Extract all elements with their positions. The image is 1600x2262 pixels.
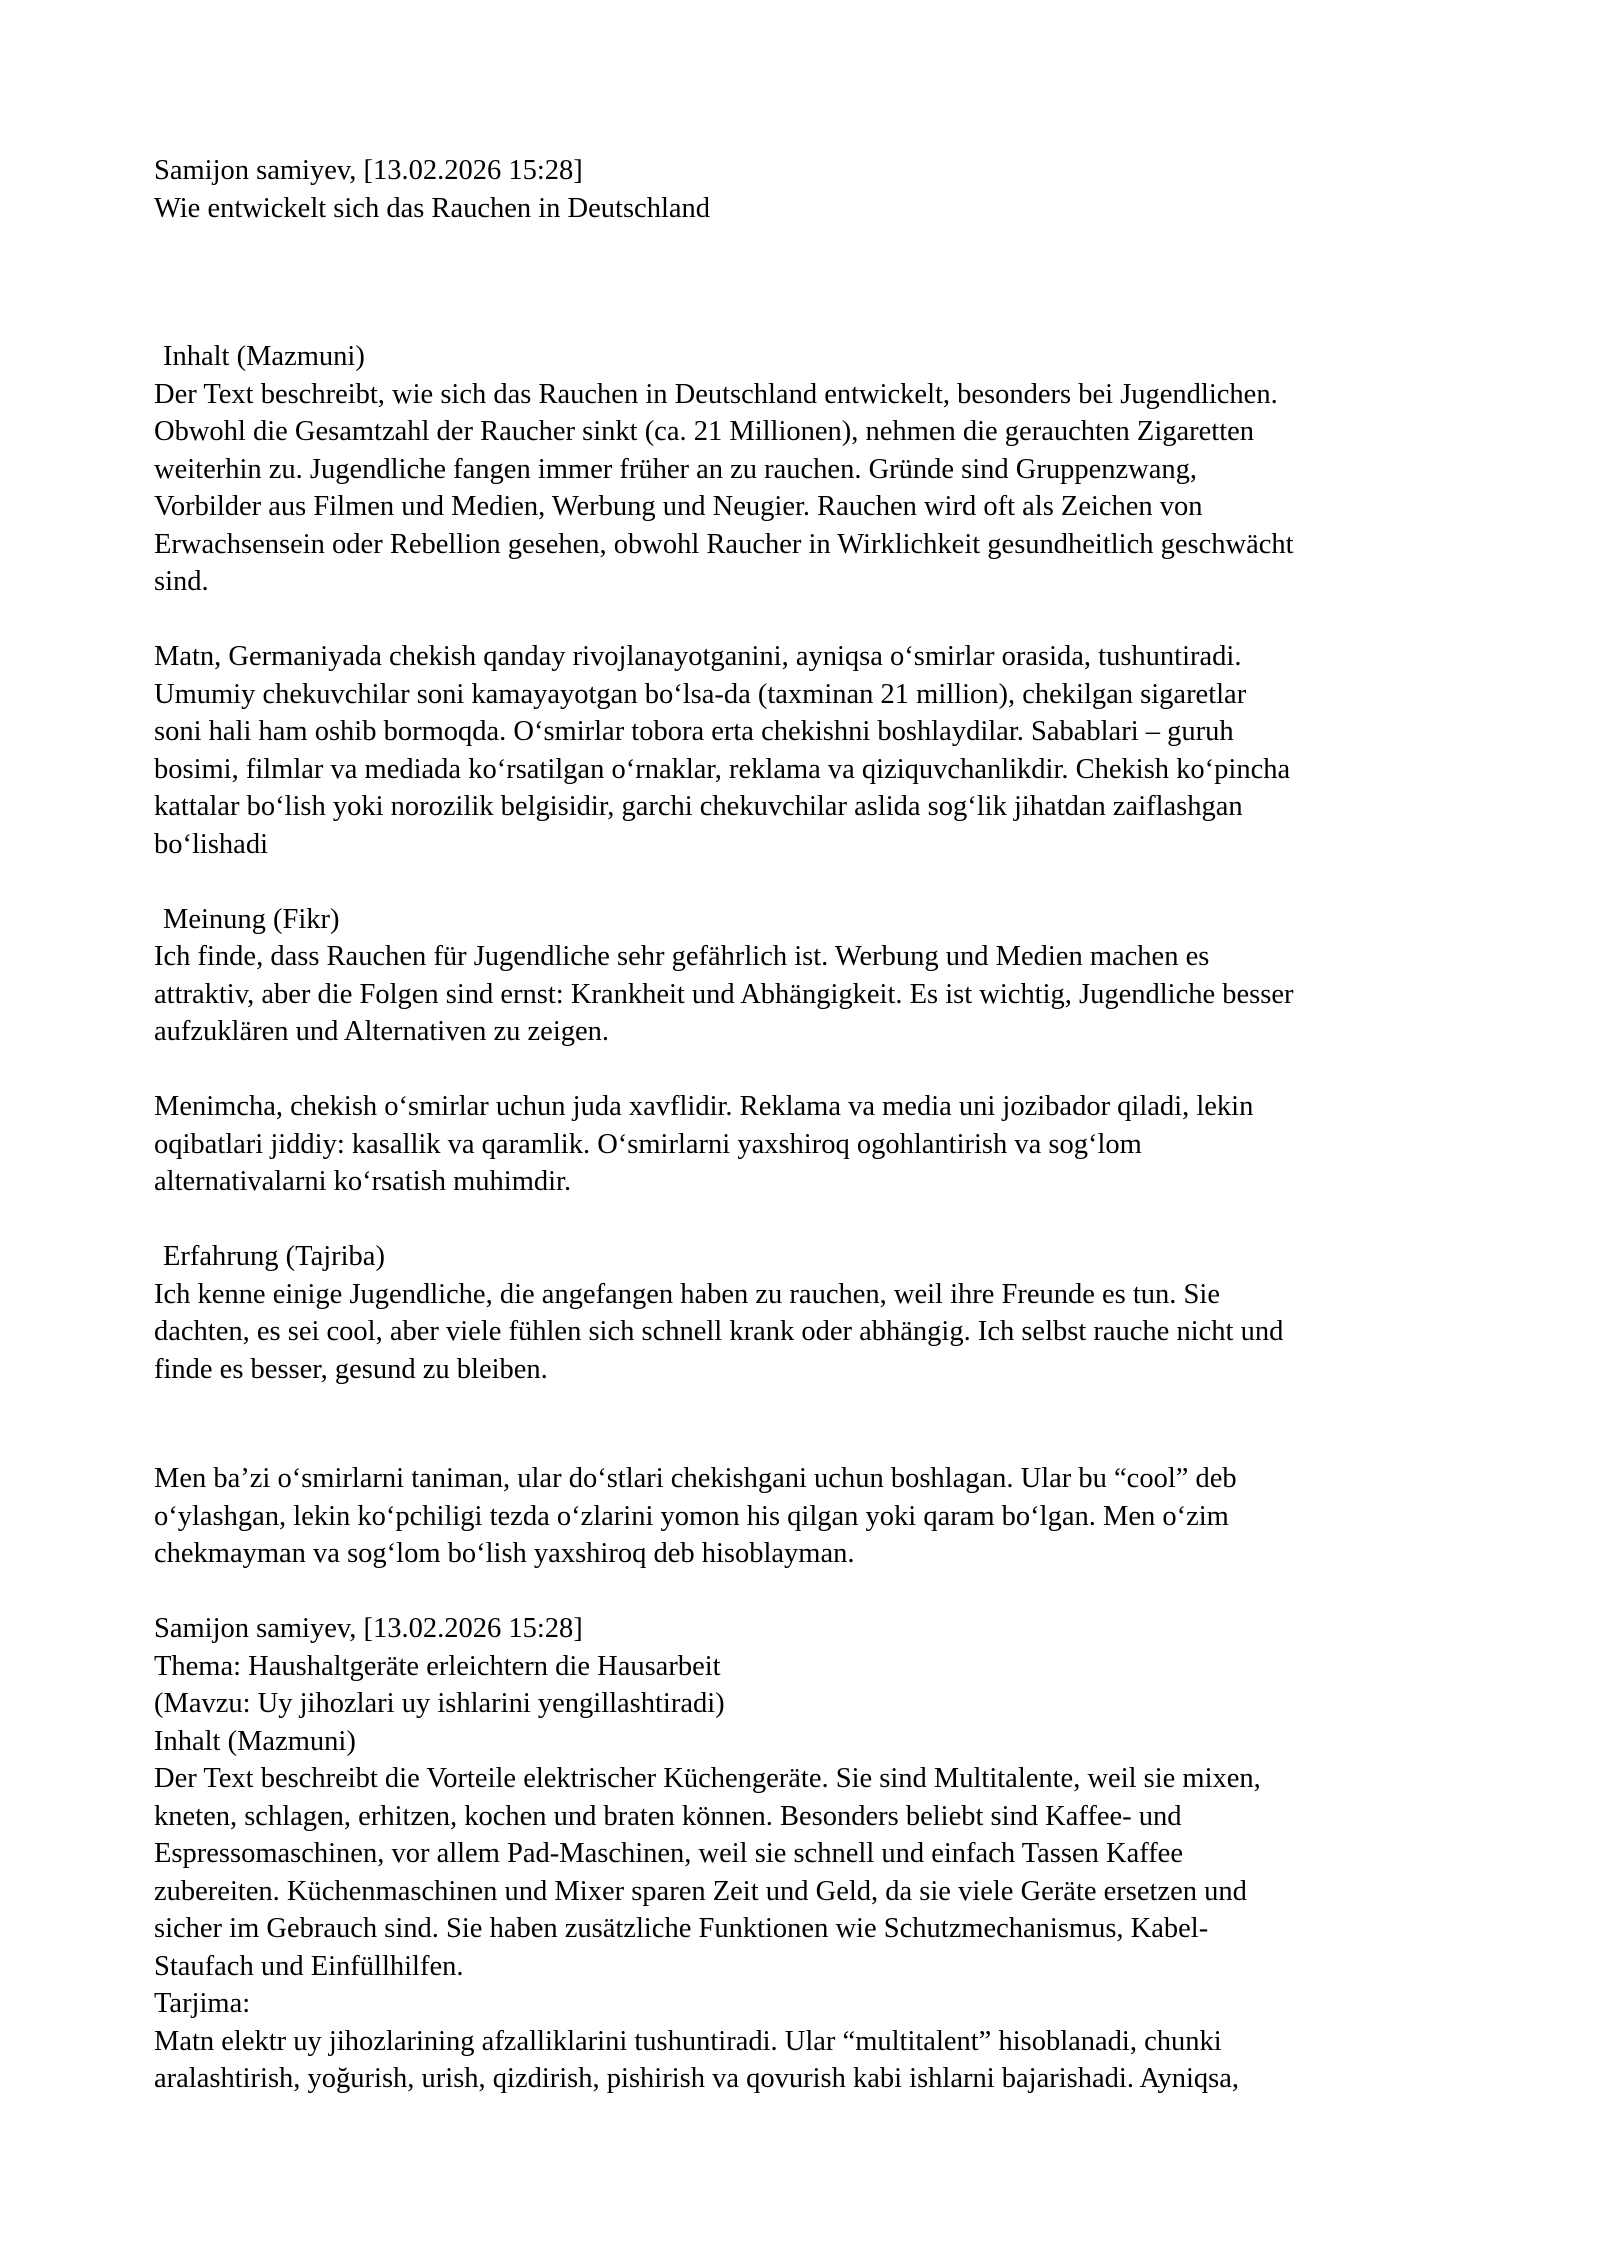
paragraph-line: alternativalarni koʻrsatish muhimdir.: [154, 1166, 572, 1197]
meinung-german-paragraph: [154, 938, 1454, 1051]
inhalt2-german-paragraph: [154, 1760, 1454, 1985]
paragraph-line: aralashtirish, yoğurish, urish, qizdirish, pishirish va qovurish kabi ishlarni bajarishadi. Ayniqsa,: [154, 2063, 1239, 2094]
paragraph-line: sicher im Gebrauch sind. Sie haben zusätzliche Funktionen wie Schutzmechanismus, Kabel-: [154, 1913, 1209, 1944]
paragraph-line: dachten, es sei cool, aber viele fühlen sich schnell krank oder abhängig. Ich selbst rauche nicht und: [154, 1316, 1284, 1347]
inhalt-uzbek-paragraph: [154, 638, 1454, 863]
section-heading-inhalt-2: Inhalt (Mazmuni): [154, 1725, 356, 1757]
paragraph-line: zubereiten. Küchenmaschinen und Mixer sparen Zeit und Geld, da sie viele Geräte ersetzen und: [154, 1875, 1247, 1907]
paragraph-line: Der Text beschreibt, wie sich das Rauchen in Deutschland entwickelt, besonders bei Jugendlichen.: [154, 378, 1278, 410]
paragraph-line: Espressomaschinen, vor allem Pad-Maschinen, weil sie schnell und einfach Tassen Kaffee: [154, 1838, 1183, 1869]
paragraph-line: Umumiy chekuvchilar soni kamayayotgan boʻlsa-da (taxminan 21 million), chekilgan sigaretlar: [154, 678, 1247, 710]
section-heading-meinung: Meinung (Fikr): [163, 903, 340, 935]
paragraph-line: Vorbilder aus Filmen und Medien, Werbung und Neugier. Rauchen wird oft als Zeichen von: [154, 491, 1203, 522]
section-heading-inhalt: Inhalt (Mazmuni): [163, 341, 365, 372]
erfahrung-german-paragraph: [154, 1276, 1454, 1389]
spacer: [154, 601, 1454, 639]
meinung-uzbek-paragraph: [154, 1088, 1454, 1201]
inhalt2-uzbek-paragraph: [154, 2023, 1454, 2098]
spacer: [154, 1573, 1454, 1611]
paragraph-line: Erwachsensein oder Rebellion gesehen, obwohl Raucher in Wirklichkeit gesundheitlich geschwächt: [154, 528, 1294, 560]
chat-meta-line: Samijon samiyev, [13.02.2026 15:28]: [154, 155, 583, 186]
paragraph-line: oʻylashgan, lekin koʻpchiligi tezda oʻzlarini yomon his qilgan yoki qaram boʻlgan. Men oʻzim: [154, 1500, 1229, 1532]
spacer: [154, 863, 1454, 901]
paragraph-line: sind.: [154, 566, 209, 597]
paragraph-line: Staufach und Einfüllhilfen.: [154, 1950, 464, 1982]
document-page: [154, 152, 1454, 2098]
document-title: Wie entwickelt sich das Rauchen in Deutschland: [154, 192, 711, 224]
inhalt-german-paragraph: [154, 376, 1454, 601]
paragraph-line: kattalar boʻlish yoki norozilik belgisidir, garchi chekuvchilar aslida sogʻlik jihatdan zaiflashgan: [154, 791, 1243, 822]
paragraph-line: Matn elektr uy jihozlarining afzalliklarini tushuntiradi. Ular “multitalent” hisoblanadi, chunki: [154, 2025, 1222, 2057]
tarjima-label: Tarjima:: [154, 1988, 251, 2019]
spacer: [154, 1201, 1454, 1239]
spacer: [154, 1051, 1454, 1089]
paragraph-line: attraktiv, aber die Folgen sind ernst: Krankheit und Abhängigkeit. Es ist wichtig, Jugendliche besser: [154, 978, 1294, 1010]
chat-meta-line: Samijon samiyev, [13.02.2026 15:28]: [154, 1613, 583, 1644]
thema-line: Thema: Haushaltgeräte erleichtern die Hausarbeit: [154, 1650, 721, 1682]
paragraph-line: weiterhin zu. Jugendliche fangen immer früher an zu rauchen. Gründe sind Gruppenzwang,: [154, 453, 1198, 485]
paragraph-line: Men ba’zi oʻsmirlarni taniman, ular doʻstlari chekishgani uchun boshlagan. Ular bu “cool” deb: [154, 1463, 1237, 1494]
paragraph-line: aufzuklären und Alternativen zu zeigen.: [154, 1016, 610, 1047]
paragraph-line: Menimcha, chekish oʻsmirlar uchun juda xavflidir. Reklama va media uni jozibador qiladi, lekin: [154, 1091, 1254, 1122]
paragraph-line: Matn, Germaniyada chekish qanday rivojlanayotganini, ayniqsa oʻsmirlar orasida, tushuntiradi.: [154, 641, 1242, 672]
spacer: [154, 227, 1454, 338]
paragraph-line: bosimi, filmlar va mediada koʻrsatilgan oʻrnaklar, reklama va qiziquvchanlikdir. Chekish koʻpincha: [154, 753, 1291, 785]
erfahrung-uzbek-paragraph: [154, 1460, 1454, 1573]
section-heading-erfahrung: Erfahrung (Tajriba): [163, 1241, 385, 1272]
paragraph-line: kneten, schlagen, erhitzen, kochen und braten können. Besonders beliebt sind Kaffee- und: [154, 1800, 1182, 1832]
spacer: [154, 1388, 1454, 1460]
paragraph-line: Der Text beschreibt die Vorteile elektrischer Küchengeräte. Sie sind Multitalente, weil sie mixen,: [154, 1763, 1261, 1794]
mavzu-line: (Mavzu: Uy jihozlari uy ishlarini yengillashtiradi): [154, 1688, 725, 1719]
paragraph-line: Obwohl die Gesamtzahl der Raucher sinkt (ca. 21 Millionen), nehmen die gerauchten Zigaretten: [154, 416, 1255, 447]
paragraph-line: finde es besser, gesund zu bleiben.: [154, 1353, 548, 1385]
paragraph-line: boʻlishadi: [154, 828, 268, 860]
paragraph-line: chekmayman va sogʻlom boʻlish yaxshiroq deb hisoblayman.: [154, 1538, 855, 1569]
paragraph-line: oqibatlari jiddiy: kasallik va qaramlik. Oʻsmirlarni yaxshiroq ogohlantirish va sogʻlom: [154, 1128, 1142, 1160]
paragraph-line: Ich finde, dass Rauchen für Jugendliche sehr gefährlich ist. Werbung und Medien machen es: [154, 941, 1210, 972]
paragraph-line: Ich kenne einige Jugendliche, die angefangen haben zu rauchen, weil ihre Freunde es tun. Sie: [154, 1278, 1220, 1310]
paragraph-line: soni hali ham oshib bormoqda. Oʻsmirlar tobora erta chekishni boshlaydilar. Sabablari – guruh: [154, 716, 1234, 747]
